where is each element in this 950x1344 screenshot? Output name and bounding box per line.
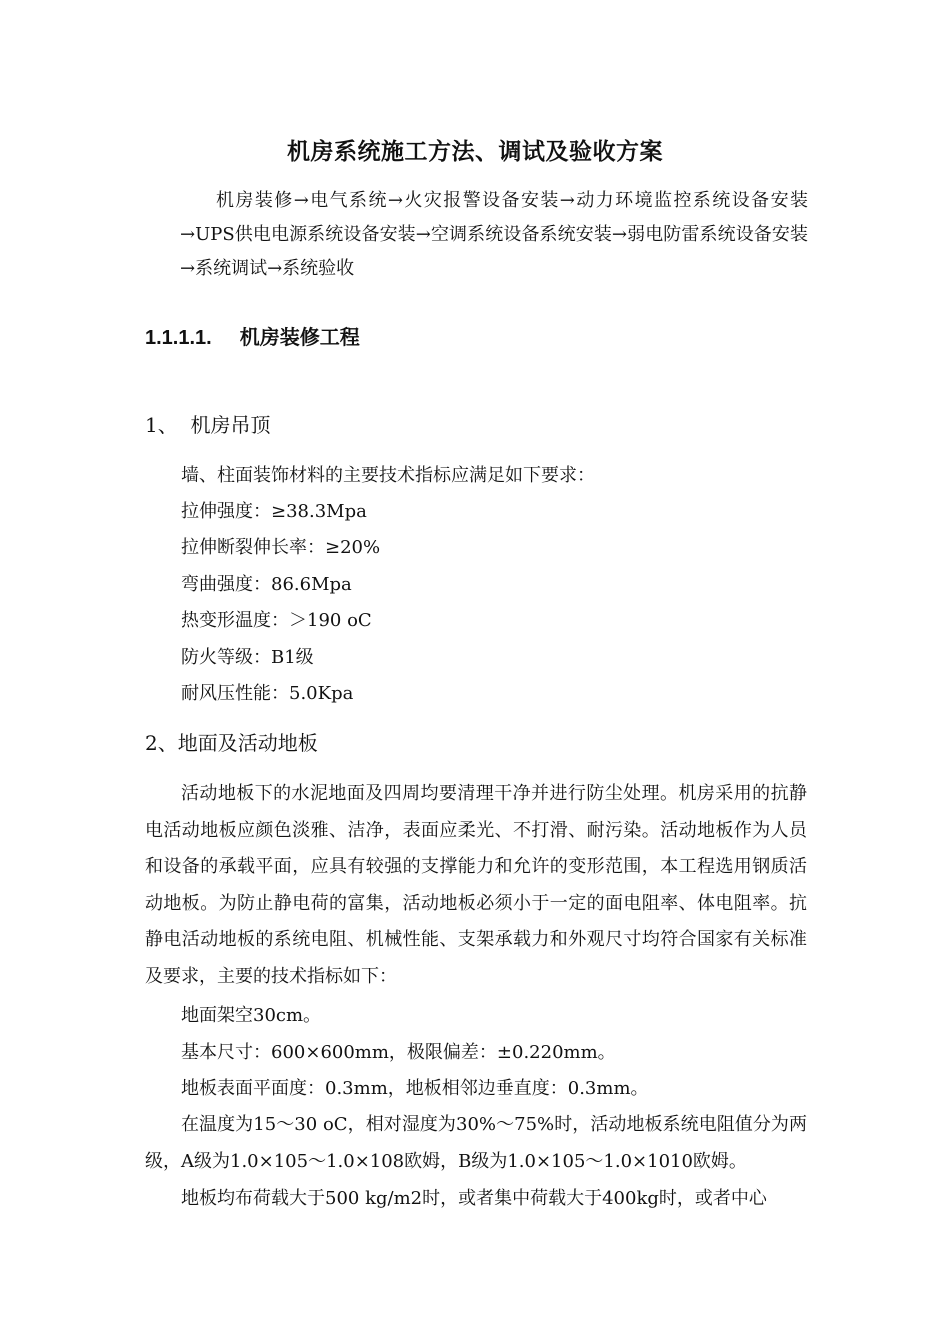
spec-line: 耐风压性能：5.0Kpa — [181, 683, 354, 704]
spec-line: 防火等级：B1级 — [181, 647, 314, 668]
spec-line: 热变形温度：＞190 oC — [181, 610, 372, 631]
body-line: 基本尺寸：600×600mm，极限偏差：±0.220mm。 — [181, 1042, 616, 1063]
body-line: 地板均布荷载大于500 kg/m2时，或者集中荷载大于400kg时，或者中心 — [181, 1188, 767, 1209]
body-line: 地板表面平面度：0.3mm，地板相邻边垂直度：0.3mm。 — [181, 1078, 649, 1099]
process-flow-paragraph: 机房装修→电气系统→火灾报警设备安装→动力环境监控系统设备安装→UPS供电电源系统设备安装→空调系统设备系统安装→弱电防雷系统设备安装→系统调试→系统验收 — [180, 190, 808, 279]
resistance-paragraph: 在温度为15～30 oC，相对湿度为30%～75%时，活动地板系统电阻值分为两级，A级为1.0×105～1.0×108欧姆，B级为1.0×105～1.0×1010欧姆。 — [145, 1114, 807, 1172]
document-title: 机房系统施工方法、调试及验收方案 — [287, 138, 663, 165]
spec-line: 墙、柱面装饰材料的主要技术指标应满足如下要求： — [181, 465, 595, 486]
subsection-heading-ceiling: 1、 机房吊顶 — [145, 413, 271, 437]
spec-line: 弯曲强度：86.6Mpa — [181, 574, 352, 595]
subsection-heading-floor: 2、地面及活动地板 — [145, 731, 318, 755]
section-title: 机房装修工程 — [239, 325, 360, 349]
spec-line: 拉伸强度：≥38.3Mpa — [181, 501, 367, 522]
section-number: 1.1.1.1. — [145, 327, 212, 349]
spec-line: 拉伸断裂伸长率：≥20% — [181, 537, 381, 558]
floor-paragraph: 活动地板下的水泥地面及四周均要清理干净并进行防尘处理。机房采用的抗静电活动地板应颜色淡雅、洁净，表面应柔光、不打滑、耐污染。活动地板作为人员和设备的承载平面，应具有较强的支撑能力和允许的变形范围，本工程选用钢质活动地板。为防止静电荷的富集，活动地板必须小于一定的面电阻率、体电阻率。抗静电活动地板的系统电阻、机械性能、支架承载力和外观尺寸均符合国家有关标准及要求，主要的技术指标如下： — [145, 783, 807, 987]
body-line: 地面架空30cm。 — [181, 1005, 322, 1026]
section-heading — [145, 322, 360, 353]
